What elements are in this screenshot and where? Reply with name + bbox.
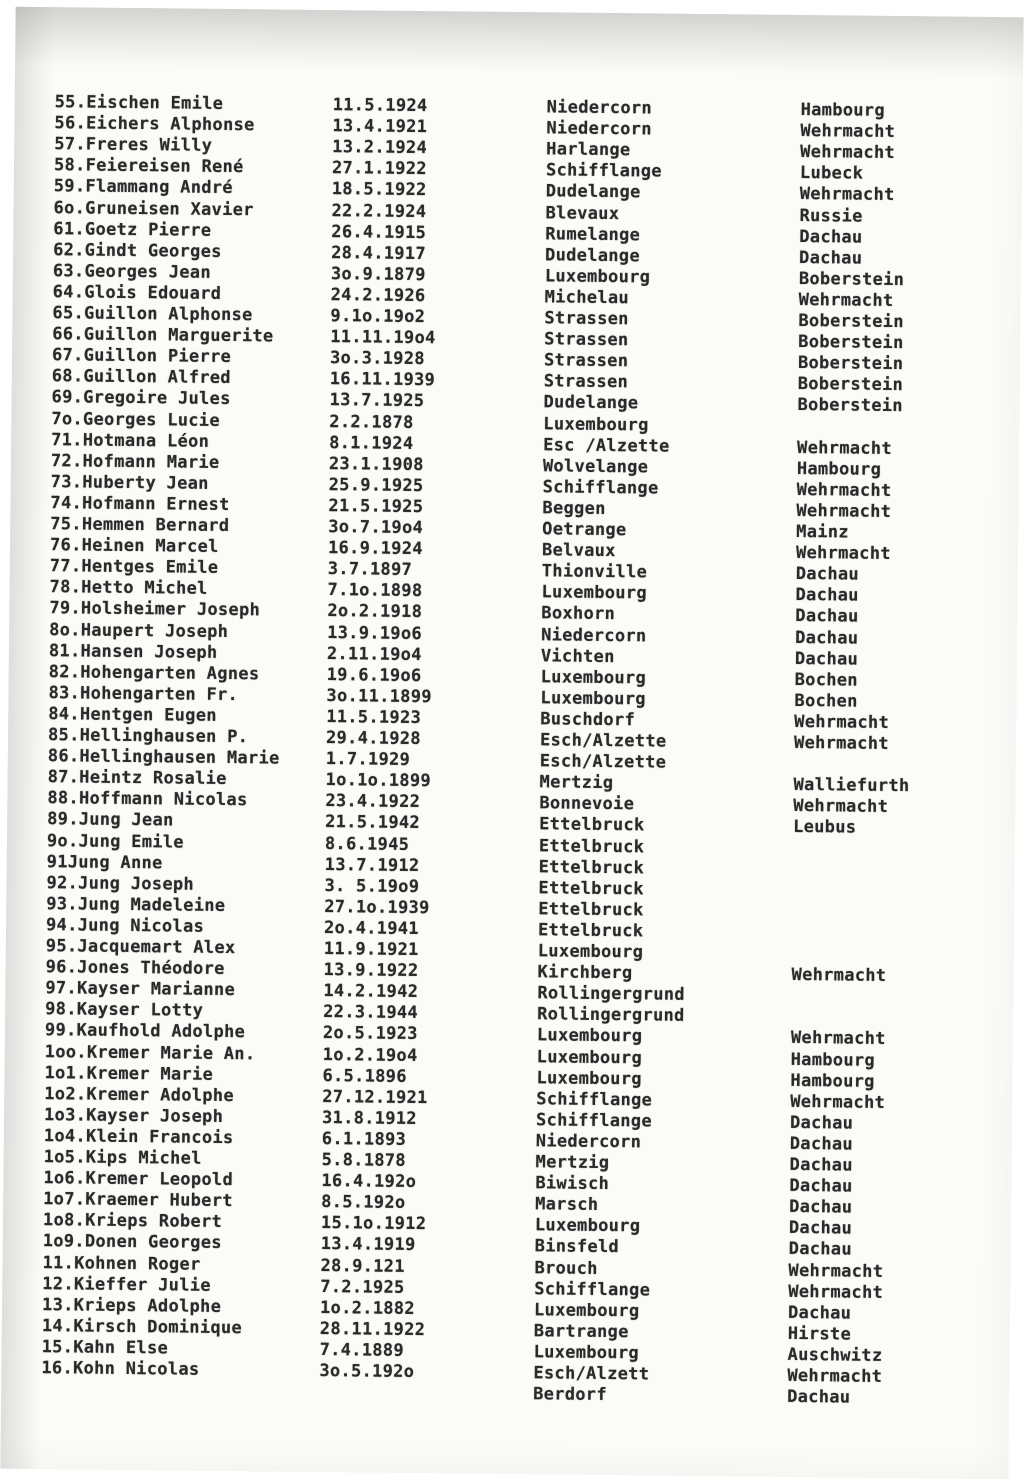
entry-place: Dudelange <box>545 181 641 203</box>
entry-fate: Wehrmacht <box>787 1365 883 1387</box>
entry-date: 3o.3.1928 <box>329 348 425 370</box>
entry-place: Schifflange <box>536 1088 653 1111</box>
entry-fate: Wehrmacht <box>794 711 890 733</box>
entry-place: Esch/Alzett <box>533 1363 650 1385</box>
entry-name: 79.Holsheimer Joseph <box>49 598 261 621</box>
entry-date: 2.2.1878 <box>329 411 414 433</box>
entry-date: 1o.1o.1899 <box>325 770 432 792</box>
entry-date: 28.11.1922 <box>319 1318 426 1340</box>
entry-date: 15.1o.1912 <box>320 1213 427 1235</box>
entry-place: Marsch <box>535 1194 599 1216</box>
entry-place: Blevaux <box>545 202 620 224</box>
entry-date: 7.1o.1898 <box>327 580 423 602</box>
entry-name: 1o5.Kips Michel <box>43 1147 202 1169</box>
entry-date: 22.3.1944 <box>323 1002 419 1024</box>
entry-place: Ettelbruck <box>538 877 644 900</box>
entry-place: Luxembourg <box>536 1046 643 1068</box>
entry-date: 21.5.1925 <box>328 495 424 517</box>
entry-name: 71.Hotmana Léon <box>51 429 210 452</box>
entry-fate: Wehrmacht <box>790 1091 886 1113</box>
entry-name: 1o6.Kremer Leopold <box>43 1168 234 1191</box>
entry-fate: Wehrmacht <box>790 1028 886 1050</box>
entry-date: 11.5.1923 <box>326 706 422 728</box>
entry-date: 1o.2.1882 <box>319 1297 416 1319</box>
entry-place: Strassen <box>544 329 629 351</box>
entry-place: Luxembourg <box>543 413 649 435</box>
entry-fate: Boberstein <box>797 353 904 375</box>
entry-name: 58.Feiereisen René <box>53 155 244 178</box>
entry-name: 69.Gregoire Jules <box>51 387 231 410</box>
entry-fate: Wehrmacht <box>800 121 896 143</box>
entry-fate: Wehrmacht <box>800 142 896 164</box>
entry-fate: Dachau <box>789 1112 854 1134</box>
entry-fate: Walliefurth <box>793 775 910 797</box>
entry-name: 73.Huberty Jean <box>50 471 209 494</box>
entry-name: 9o.Jung Emile <box>46 830 185 853</box>
entry-date: 11.9.1921 <box>323 939 419 961</box>
entry-fate: Bochen <box>794 690 858 712</box>
entry-date: 1o.2.19o4 <box>322 1044 418 1066</box>
entry-fate: Wehrmacht <box>793 732 889 754</box>
entry-fate: Hambourg <box>796 458 882 480</box>
entry-date: 28.4.1917 <box>331 242 427 264</box>
entry-place: Luxembourg <box>536 1025 643 1047</box>
entry-place: Belvaux <box>541 540 616 562</box>
entry-place: Strassen <box>544 308 629 330</box>
entry-date: 18.5.1922 <box>331 179 427 201</box>
entry-fate: Leubus <box>793 817 857 839</box>
entry-fate: Wehrmacht <box>795 543 891 565</box>
entry-date: 11.11.19o4 <box>330 327 436 349</box>
entry-fate: Wehrmacht <box>799 184 895 206</box>
entry-name: 81.Hansen Joseph <box>48 640 218 663</box>
entry-fate: Hambourg <box>790 1049 876 1071</box>
entry-fate: Boberstein <box>798 332 904 354</box>
entry-name: 98.Kayser Lotty <box>45 999 204 1022</box>
entry-name: 87.Heintz Rosalie <box>47 767 227 790</box>
entry-fate: Hambourg <box>790 1070 875 1092</box>
entry-name: 65.Guillon Alphonse <box>52 303 253 326</box>
entry-fate: Boberstein <box>798 310 904 333</box>
entry-name: 77.Hentges Emile <box>49 556 219 579</box>
entry-name: 59.Flammang André <box>53 176 233 199</box>
entry-name: 97.Kayser Marianne <box>45 978 236 1001</box>
entry-date: 27.12.1921 <box>322 1086 428 1108</box>
entry-name: 72.Hofmann Marie <box>50 450 220 473</box>
entry-place: Rollingergrund <box>537 1004 685 1027</box>
entry-fate: Dachau <box>795 606 859 628</box>
entry-fate: Bochen <box>794 669 858 691</box>
entry-place: Ettelbruck <box>538 835 645 857</box>
entry-date: 21.5.1942 <box>325 812 421 834</box>
entry-place: Luxembourg <box>534 1215 641 1237</box>
entry-name: 64.Glois Edouard <box>52 282 222 304</box>
entry-place: Harlange <box>546 139 631 161</box>
entry-name: 1o1.Kremer Marie <box>44 1062 214 1085</box>
entry-date: 26.4.1915 <box>331 221 427 243</box>
entry-place: Buschdorf <box>540 709 636 731</box>
entry-place: Kirchberg <box>537 962 633 984</box>
entry-date: 16.11.1939 <box>329 369 436 391</box>
entry-date: 3o.7.19o4 <box>328 517 424 539</box>
entry-fate: Lubeck <box>799 163 864 184</box>
entry-name: 14.Kirsch Dominique <box>41 1315 243 1339</box>
entry-name: 13.Krieps Adolphe <box>41 1294 222 1317</box>
entry-fate: Hirste <box>787 1323 852 1345</box>
entry-fate: Dachau <box>795 564 860 585</box>
entry-date: 13.9.19o6 <box>327 622 423 644</box>
entry-place: Brouch <box>534 1257 598 1279</box>
entry-place: Bartrange <box>533 1321 629 1343</box>
entry-place: Ettelbruck <box>539 814 645 836</box>
entry-fate: Wehrmacht <box>796 479 892 501</box>
entry-place: Berdorf <box>533 1384 608 1406</box>
entry-date: 13.4.1919 <box>320 1234 416 1256</box>
entry-date: 3o.11.1899 <box>326 685 432 707</box>
entry-date: 2.11.19o4 <box>326 643 422 665</box>
entry-date: 7.2.1925 <box>320 1276 405 1298</box>
entry-fate: Dachau <box>789 1154 853 1176</box>
entry-place: Strassen <box>543 371 629 393</box>
entry-fate: Dachau <box>788 1239 853 1260</box>
name-list <box>0 7 1023 1479</box>
entry-place: Luxembourg <box>533 1299 640 1322</box>
entry-fate: Boberstein <box>797 374 904 396</box>
entry-name: 83.Hohengarten Fr. <box>48 682 239 705</box>
entry-name: 62.Gindt Georges <box>53 239 222 262</box>
entry-place: Rumelange <box>545 223 641 245</box>
entry-date: 24.2.1926 <box>330 284 426 306</box>
entry-date: 5.8.1878 <box>321 1150 407 1171</box>
entry-name: 57.Freres Willy <box>54 134 213 157</box>
entry-fate: Dachau <box>788 1218 853 1239</box>
entry-date: 13.7.1912 <box>324 854 420 876</box>
entry-fate: Dachau <box>789 1133 854 1155</box>
entry-name: 1o3.Kayser Joseph <box>43 1104 224 1127</box>
entry-place: Mertzig <box>539 772 614 794</box>
entry-place: Schifflange <box>534 1278 651 1301</box>
entry-place: Wolvelange <box>542 455 649 478</box>
entry-name: 55.Eischen Emile <box>54 92 224 114</box>
entry-name: 56.Eichers Alphonse <box>54 113 255 136</box>
entry-place: Dudelange <box>543 392 639 414</box>
entry-fate: Auschwitz <box>787 1344 883 1366</box>
entry-place: Schifflange <box>542 477 659 499</box>
entry-fate: Mainz <box>796 521 850 543</box>
entry-place: Luxembourg <box>544 266 651 288</box>
entry-place: Esch/Alzette <box>539 751 667 773</box>
entry-fate: Dachau <box>789 1176 853 1197</box>
entry-place: Luxembourg <box>536 1067 642 1089</box>
entry-place: Biwisch <box>535 1173 610 1195</box>
entry-fate: Boberstein <box>798 268 905 290</box>
entry-place: Esc /Alzette <box>543 434 670 457</box>
entry-name: 1o7.Kraemer Hubert <box>43 1189 233 1212</box>
entry-fate: Hambourg <box>800 99 886 121</box>
entry-name: 66.Guillon Marguerite <box>52 324 274 347</box>
entry-fate: Dachau <box>795 585 859 606</box>
entry-name: 75.Hemmen Bernard <box>50 514 230 537</box>
entry-name: 1oo.Kremer Marie An. <box>44 1041 256 1064</box>
entry-fate: Wehrmacht <box>798 289 894 311</box>
entry-name: 16.Kohn Nicolas <box>41 1358 200 1380</box>
entry-fate: Wehrmacht <box>788 1260 884 1282</box>
entry-date: 9.1o.19o2 <box>330 306 426 328</box>
entry-date: 28.9.121 <box>320 1255 405 1277</box>
document-page <box>0 7 1023 1479</box>
entry-place: Luxembourg <box>533 1342 640 1364</box>
entry-date: 23.1.1908 <box>328 453 424 475</box>
entry-name: 61.Goetz Pierre <box>53 218 212 241</box>
entry-place: Binsfeld <box>534 1236 620 1258</box>
entry-place: Dudelange <box>545 245 641 266</box>
entry-date: 2o.2.1918 <box>327 601 423 623</box>
entry-place: Niedercorn <box>546 118 652 140</box>
entry-fate: Wehrmacht <box>791 965 887 987</box>
entry-name: 12.Kieffer Julie <box>42 1273 211 1296</box>
entry-date: 3. 5.19o9 <box>324 875 420 897</box>
entry-date: 14.2.1942 <box>323 981 419 1003</box>
entry-name: 6o.Gruneisen Xavier <box>53 197 254 220</box>
entry-fate: Dachau <box>799 226 863 248</box>
entry-fate: Dachau <box>787 1302 852 1324</box>
entry-place: Niedercorn <box>541 624 647 646</box>
entry-place: Beggen <box>542 498 606 519</box>
entry-name: 94.Jung Nicolas <box>45 915 205 937</box>
entry-place: Ettelbruck <box>537 920 644 942</box>
entry-place: Schifflange <box>545 160 662 182</box>
entry-name: 95.Jacquemart Alex <box>45 936 236 959</box>
entry-fate: Wehrmacht <box>788 1281 884 1303</box>
entry-name: 68.Guillon Alfred <box>51 366 232 389</box>
entry-name: 93.Jung Madeleine <box>46 893 226 916</box>
entry-name: 91Jung Anne <box>46 851 163 873</box>
entry-place: Bonnevoie <box>539 793 635 815</box>
entry-name: 99.Kaufhold Adolphe <box>44 1020 246 1043</box>
entry-name: 84.Hentgen Eugen <box>48 704 217 726</box>
entry-place: Oetrange <box>542 519 627 541</box>
entry-fate: Wehrmacht <box>793 796 889 818</box>
entry-place: Luxembourg <box>537 941 644 963</box>
entry-place: Esch/Alzette <box>539 730 667 752</box>
entry-name: 67.Guillon Pierre <box>51 345 232 368</box>
entry-fate: Dachau <box>795 627 859 649</box>
entry-date: 19.6.19o6 <box>326 664 422 686</box>
entry-name: 15.Kahn Else <box>41 1336 169 1359</box>
entry-date: 31.8.1912 <box>321 1107 417 1129</box>
entry-name: 1o2.Kremer Adolphe <box>44 1083 235 1106</box>
entry-fate: Wehrmacht <box>797 437 893 459</box>
entry-place: Schifflange <box>535 1110 653 1132</box>
entry-name: 11.Kohnen Roger <box>42 1252 201 1275</box>
entry-date: 22.2.1924 <box>331 200 427 222</box>
entry-name: 63.Georges Jean <box>52 260 212 283</box>
entry-date: 8.6.1945 <box>324 833 410 855</box>
entry-place: Ettelbruck <box>538 899 644 921</box>
entry-date: 16.9.1924 <box>327 538 423 560</box>
entry-date: 7.4.1889 <box>319 1339 405 1361</box>
entry-date: 13.2.1924 <box>332 137 428 159</box>
entry-name: 78.Hetto Michel <box>49 577 208 600</box>
entry-date: 6.1.1893 <box>321 1128 407 1150</box>
entry-name: 8o.Haupert Joseph <box>49 619 229 642</box>
entry-fate: Russie <box>799 205 863 227</box>
entry-date: 2o.4.1941 <box>323 917 419 939</box>
entry-name: 1o9.Donen Georges <box>42 1231 222 1254</box>
entry-date: 8.1.1924 <box>329 432 414 454</box>
entry-fate: Dachau <box>794 648 859 670</box>
entry-name: 1o8.Krieps Robert <box>42 1210 223 1233</box>
entry-place: Michelau <box>544 287 630 309</box>
entry-name: 82.Hohengarten Agnes <box>48 661 260 685</box>
entry-name: 88.Hoffmann Nicolas <box>47 788 248 811</box>
entry-place: Mertzig <box>535 1152 610 1174</box>
entry-date: 13.7.1925 <box>329 390 425 412</box>
entry-place: Ettelbruck <box>538 856 645 878</box>
entry-place: Luxembourg <box>540 666 647 689</box>
entry-name: 89.Jung Jean <box>47 809 174 831</box>
entry-date: 1.7.1929 <box>325 749 411 771</box>
entry-fate: Dachau <box>798 247 863 269</box>
entry-date: 25.9.1925 <box>328 474 424 496</box>
entry-place: Niedercorn <box>546 97 653 119</box>
entry-name: 86.Hellinghausen Marie <box>47 746 280 769</box>
entry-fate: Wehrmacht <box>796 500 892 522</box>
entry-date: 27.1o.1939 <box>324 896 430 918</box>
entry-date: 11.5.1924 <box>332 95 428 117</box>
entry-date: 29.4.1928 <box>325 728 421 750</box>
entry-fate: Boberstein <box>797 395 904 417</box>
entry-place: Boxhorn <box>541 603 616 625</box>
entry-name: 74.Hofmann Ernest <box>50 493 230 515</box>
entry-date: 13.9.1922 <box>323 960 419 982</box>
entry-date: 23.4.1922 <box>325 791 421 813</box>
entry-date: 27.1.1922 <box>331 158 427 180</box>
entry-name: 7o.Georges Lucie <box>51 408 221 431</box>
entry-date: 8.5.192o <box>321 1192 406 1214</box>
entry-fate: Dachau <box>787 1387 851 1408</box>
entry-place: Luxembourg <box>541 582 648 604</box>
entry-date: 13.4.1921 <box>332 116 428 138</box>
entry-name: 96.Jones Théodore <box>45 957 225 980</box>
entry-name: 85.Hellinghausen P. <box>47 725 249 748</box>
entry-place: Strassen <box>543 350 629 372</box>
entry-place: Luxembourg <box>540 688 646 710</box>
entry-name: 76.Heinen Marcel <box>49 535 219 558</box>
entry-name: 1o4.Klein Francois <box>43 1126 234 1148</box>
entry-date: 3.7.1897 <box>327 559 413 581</box>
entry-place: Thionville <box>541 561 648 583</box>
entry-date: 16.4.192o <box>321 1171 417 1193</box>
entry-fate: Dachau <box>789 1197 853 1218</box>
entry-date: 3o.9.1879 <box>330 263 426 285</box>
entry-place: Vichten <box>540 645 615 667</box>
entry-name: 92.Jung Joseph <box>46 872 195 895</box>
entry-date: 2o.5.1923 <box>322 1023 418 1045</box>
entry-date: 3o.5.192o <box>319 1361 415 1383</box>
entry-place: Niedercorn <box>535 1131 642 1153</box>
entry-place: Rollingergrund <box>537 983 685 1006</box>
entry-date: 6.5.1896 <box>322 1065 407 1087</box>
